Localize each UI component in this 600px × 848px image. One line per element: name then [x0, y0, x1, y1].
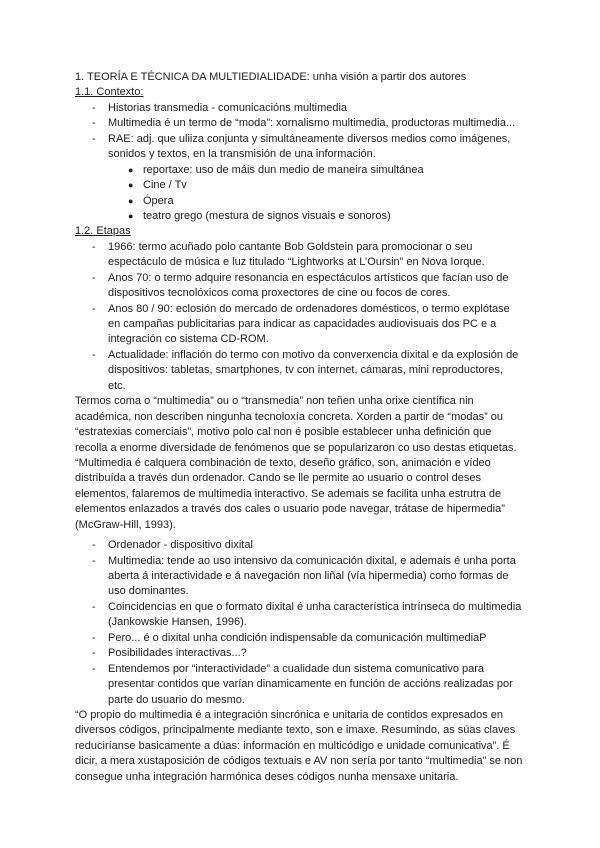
paragraph-line: académica, non describen ningunha tecnoloxía concreta. Xorden a partir de “modas” ou [75, 410, 504, 423]
list-item [75, 646, 545, 661]
list-item-line: Multimedia é un termo de “moda”: xornalismo multimedia, productoras multimedia... [108, 117, 516, 130]
bullet-item [75, 178, 545, 193]
list-item [75, 302, 545, 348]
list-item-line: Anos 80 / 90: eclosión do mercado de ordenadores domésticos, o termo explótase [108, 302, 510, 315]
list-item [75, 600, 545, 631]
section-heading-context: 1.1. Contexto: [75, 86, 144, 99]
list-item-line: espectáculo de música e luz titulado “Lightworks at L’Oursin” en Nova Iorque. [108, 256, 485, 269]
list-item-line: Multimedia: tende ao uso intensivo da comunicación dixital, e ademais é unha porta [108, 554, 516, 567]
list-item-line: Posibilidades interactivas...? [108, 647, 247, 660]
dash-marker: - [92, 117, 96, 130]
paragraph-line: recolla a enorme diversidade de fenómenos que se popularizaron co uso destas etiquetas. [75, 441, 517, 454]
list-item [75, 240, 545, 271]
list-item-line: Ordenador - dispositivo dixital [108, 539, 253, 552]
list-item-line: (Jankowskie Hansen, 1996). [108, 616, 247, 629]
paragraph-line: reduciríanse basicamente a dúas: información en multicódigo e unidade comunicativa”. É [75, 739, 510, 752]
dash-marker: - [92, 302, 96, 315]
bullet-item [75, 163, 545, 178]
list-item [75, 554, 545, 600]
dash-marker: - [92, 101, 96, 114]
list-item-line: Entendemos por “interactividade” a cualidade dun sistema comunicativo para [108, 662, 485, 675]
bullet-item [75, 209, 545, 224]
list-item-line: uso dominantes. [108, 585, 189, 598]
paragraph-line: “Multimedia é calquera combinación de texto, deseño gráfico, son, animación e vídeo [75, 456, 491, 469]
dash-marker: - [92, 240, 96, 253]
paragraph-line: diversos códigos, principalmente mediante texto, son e imaxe. Resumindo, as súas claves [75, 724, 516, 737]
paragraph-line: “estratexias comerciais”, motivo polo cal non é posible establecer unha definición que [75, 426, 492, 439]
dash-marker: - [92, 662, 96, 675]
list-item-line: dispositivos: tabletas, smartphones, tv con internet, cámaras, mini reproductores, [108, 364, 503, 377]
document-title: 1. TEORÍA E TÉCNICA DA MULTIEDIALIDADE: unha visión a partir dos autores [75, 71, 467, 83]
bullet-item [75, 194, 545, 209]
paragraph-line: distribuída a través dun ordenador. Cando se lle permite ao usuario o control deses [75, 472, 482, 485]
list-item-line: en campañas publicitarias para indicar as capacidades audiovisuais dos PC e a [108, 318, 497, 330]
dash-marker: - [92, 631, 96, 644]
dash-marker: - [92, 647, 96, 660]
list-item-line: Coincidencias en que o formato dixital é unha característica intrínseca do multimedia [108, 600, 522, 613]
list-item-line: Actualidade: inflación do termo con motivo da converxencia dixital e da explosión de [108, 348, 519, 361]
paragraph-line: Termos coma o “multimedia” ou o “transmedia” non teñen unha orixe científica nin [75, 395, 474, 408]
list-item [75, 271, 545, 302]
dash-marker: - [92, 554, 96, 567]
list-item-line: parte do usuario do mesmo. [108, 693, 245, 706]
list-item-line: Anos 70: o termo adquire resonancia en espectáculos artísticos que facían uso de [108, 271, 509, 284]
dash-marker: - [92, 132, 96, 145]
list-item-line: presentar contidos que varían dinamicamente en función de accións realizadas por [108, 678, 513, 691]
dash-marker: - [92, 348, 96, 361]
paragraph-line: consegue unha integración harmónica deses códigos nunha mensaxe unitaria. [75, 770, 459, 783]
list-item [75, 101, 545, 116]
list-item-line: integración co sistema CD-ROM. [108, 333, 269, 346]
paragraph-line: elementos, falaremos de multimedia interactivo. Se ademais se facilita unha estrutra de [75, 487, 502, 500]
dash-marker: - [92, 600, 96, 613]
bullet-icon: ● [128, 164, 134, 175]
list-item-line: Pero... é o dixital unha condición indispensable da comunicación multimediaP [108, 631, 487, 644]
list-item-line: etc. [108, 379, 126, 392]
list-item-line: RAE: adj. que uliiza conjunta y simultáneamente diversos medios como imágenes, [108, 132, 511, 145]
paragraph-line: elementos enlazados a través dos cales o usuario pode navegar, trátase de hipermedia” [75, 503, 505, 516]
list-item-line: Historias transmedia - comunicacións multimedia [108, 101, 348, 114]
list-item [75, 132, 545, 163]
list-item-line: aberta á interactividade e á navegación non liñal (vía hipermedia) como formas de [108, 570, 509, 582]
bullet-item-text: Ópera [143, 194, 174, 207]
list-item [75, 116, 545, 131]
list-item-line: dispositivos tecnolóxicos coma proxectores de cine ou focos de cores. [108, 287, 451, 300]
bullet-icon: ● [128, 210, 134, 221]
list-item [75, 348, 545, 394]
paragraph-line: “O propio do multimedia é a integración sincrónica e unitaria de contidos expresados en [75, 708, 504, 721]
section-heading-etapas: 1.2. Etapas [75, 225, 131, 238]
dash-marker: - [92, 271, 96, 284]
paragraph-line: dicir, a mera xustaposición de códigos textuais e AV non sería por tanto “multimedia” se non [75, 755, 523, 768]
list-item-line: 1966: termo acuñado polo cantante Bob Goldstein para promocionar o seu [108, 240, 473, 253]
list-item [75, 631, 545, 646]
bullet-item-text: reportaxe: uso de máis dun medio de maneira simultánea [143, 163, 424, 176]
list-item [75, 538, 545, 553]
dash-marker: - [92, 539, 96, 552]
bullet-icon: ● [128, 195, 134, 206]
document-page [75, 70, 545, 785]
bullet-item-text: Cine / Tv [143, 179, 187, 192]
list-item [75, 662, 545, 708]
list-item-line: sonidos y textos, en la transmisión de una información. [108, 148, 376, 161]
bullet-icon: ● [128, 180, 134, 191]
paragraph-line: (McGraw-Hill, 1993). [75, 518, 176, 531]
bullet-item-text: teatro grego (mestura de signos visuais e sonoros) [143, 209, 391, 222]
